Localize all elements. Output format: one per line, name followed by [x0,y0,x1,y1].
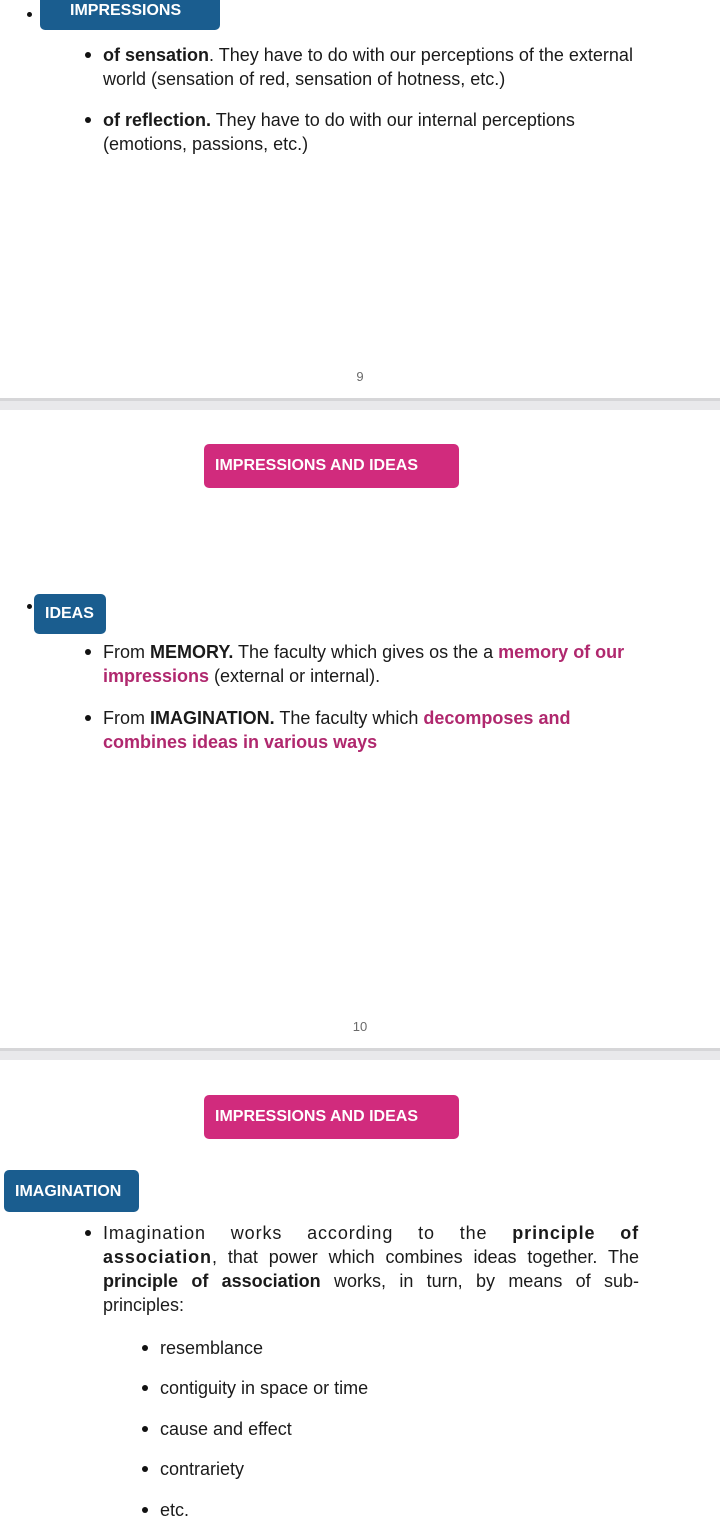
page-separator [0,398,720,410]
slide-title-badge: IMPRESSIONS AND IDEAS [204,1095,459,1139]
slide-11 [0,1060,720,1532]
association-term-1: principle of association [103,1223,639,1267]
subitem-etc: etc. [160,1500,190,1520]
paragraph-text-1: Imagination works according to the [103,1223,513,1243]
memory-accent: memory of our impressions [103,642,625,686]
bullet-sensation [103,43,639,91]
badge-bullet-dot [27,604,32,609]
memory-term: MEMORY. [150,642,234,662]
badge-bullet-dot [27,12,32,17]
page-separator [0,1048,720,1060]
slide-title-badge: IMPRESSIONS AND IDEAS [204,444,459,488]
bullet-reflection [103,108,639,156]
imagination-badge: IMAGINATION [4,1170,139,1212]
association-paragraph [103,1221,639,1317]
memory-mid: The faculty which gives os the a [233,642,499,662]
bullet-imagination [103,706,643,754]
imagination-term: IMAGINATION. [150,708,275,728]
subitem-contrariety: contrariety [160,1459,245,1479]
page-number: 10 [352,1019,368,1034]
slide-10 [0,410,720,1048]
memory-pre: From [103,642,150,662]
page-number: 9 [356,369,364,384]
sensation-text: . They have to do with our perceptions of the external world (sensation of red, sensation of hotness, etc.) [103,45,633,89]
subitem-contiguity: contiguity in space or time [160,1378,369,1398]
paragraph-text-3: works, in turn, by means of sub-principles: [103,1271,640,1315]
impressions-badge: IMPRESSIONS [40,0,220,30]
sensation-term: of sensation [103,45,210,65]
association-term-2: principle of association [103,1271,321,1291]
memory-post: (external or internal). [209,666,381,686]
paragraph-text-2: , that power which combines ideas together. The [211,1247,639,1267]
subitem-resemblance: resemblance [160,1338,264,1358]
slide-9 [0,0,720,398]
reflection-term: of reflection. [103,110,212,130]
imagination-pre: From [103,708,150,728]
subitem-cause-effect: cause and effect [160,1419,292,1439]
imagination-mid: The faculty which [274,708,424,728]
bullet-memory [103,640,639,688]
imagination-accent: decomposes and combines ideas in various ways [103,708,571,752]
reflection-text: They have to do with our internal perceptions (emotions, passions, etc.) [103,110,575,154]
ideas-badge: IDEAS [34,594,106,634]
